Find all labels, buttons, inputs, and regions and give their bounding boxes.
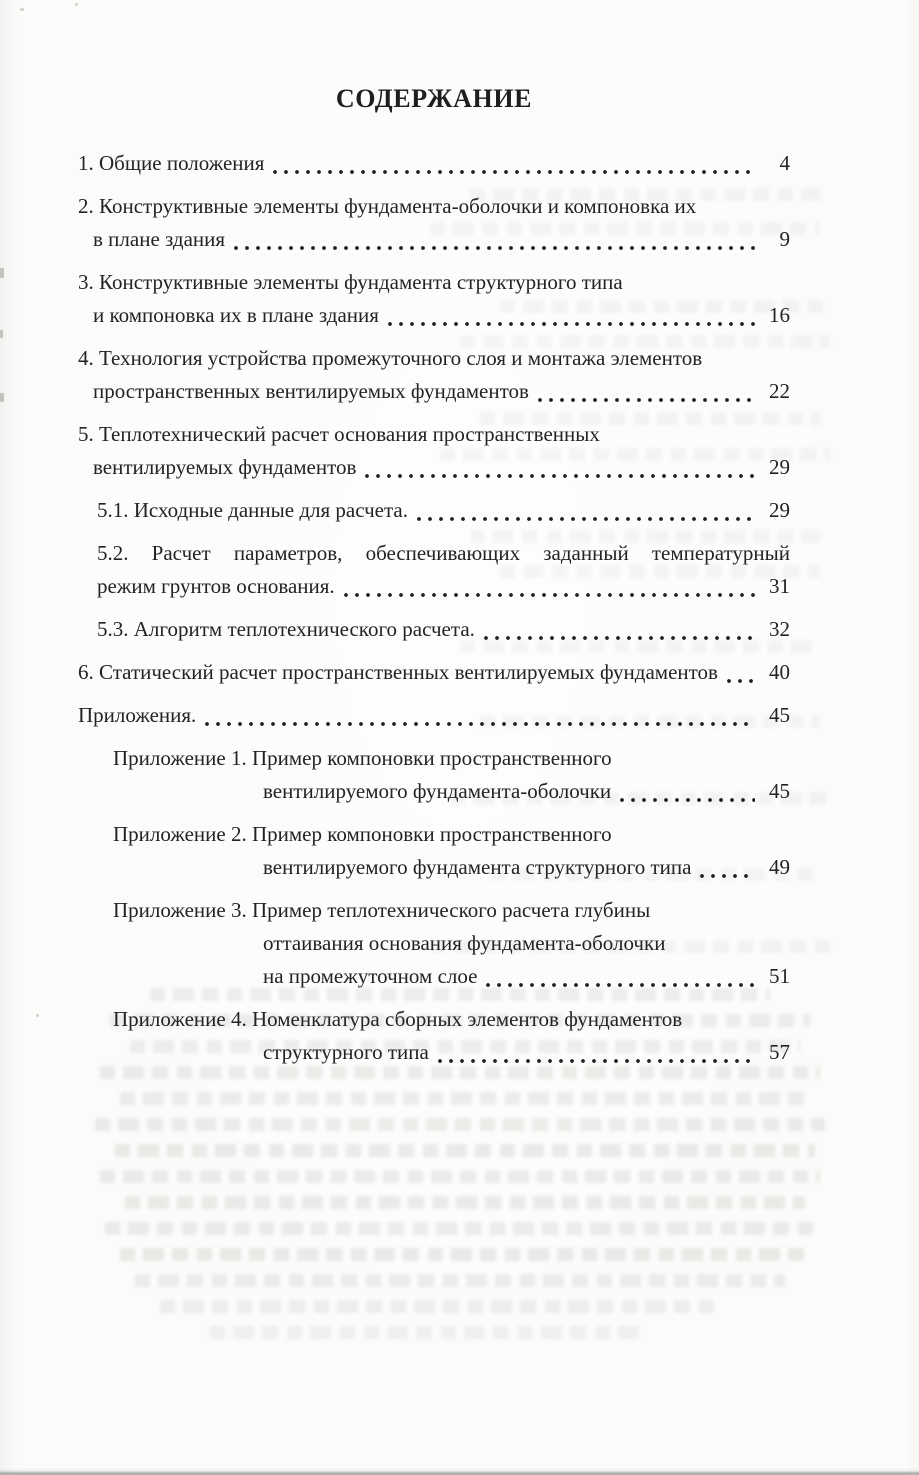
- table-of-contents: [78, 147, 790, 1079]
- toc-entry-text: вентилируемого фундамента структурного типа: [263, 855, 692, 879]
- dot-leader: [356, 451, 764, 484]
- toc-line: [78, 537, 790, 570]
- toc-entry: [78, 418, 790, 484]
- page-number: 31: [769, 574, 790, 598]
- scan-bottom-edge: [0, 1468, 919, 1475]
- toc-entry: [78, 613, 790, 646]
- toc-entry: [78, 147, 790, 180]
- toc-entry: [78, 656, 790, 689]
- dot-leader: [477, 960, 764, 993]
- toc-line: [78, 656, 790, 689]
- toc-line: [78, 418, 790, 451]
- ghost-text-line: [120, 1092, 810, 1105]
- toc-entry: [78, 1003, 790, 1069]
- toc-entry: [78, 818, 790, 884]
- page-number: 32: [769, 617, 790, 641]
- page-number: 51: [769, 964, 790, 988]
- page-number: 22: [769, 379, 790, 403]
- page-number: 49: [769, 855, 790, 879]
- toc-line: [78, 570, 790, 603]
- toc-entry-text: 4. Технология устройства промежуточного слоя и монтажа элементов: [78, 346, 703, 370]
- toc-entry-text: пространственных вентилируемых фундаментов: [93, 379, 529, 403]
- dot-leader: [196, 699, 764, 732]
- toc-line: [78, 342, 790, 375]
- toc-line: [78, 818, 790, 851]
- page-number: 40: [769, 660, 790, 684]
- dot-leader: [429, 1036, 764, 1069]
- dot-leader: [408, 494, 764, 527]
- dot-leader: [611, 775, 764, 808]
- toc-line: [78, 1003, 790, 1036]
- ghost-text-line: [105, 1222, 820, 1235]
- page-number: 29: [769, 455, 790, 479]
- ghost-text-line: [135, 1274, 785, 1287]
- toc-entry-text: режим грунтов основания.: [97, 574, 335, 598]
- toc-entry-text: 1. Общие положения: [78, 151, 265, 175]
- page-number: 29: [769, 498, 790, 522]
- dot-leader: [335, 570, 764, 603]
- toc-line: [78, 960, 790, 993]
- toc-entry: [78, 894, 790, 993]
- toc-entry-text: 6. Статический расчет пространственных вентилируемых фундаментов: [78, 660, 718, 684]
- toc-line: [78, 147, 790, 180]
- ghost-text-line: [125, 1196, 805, 1209]
- toc-entry-text: вентилируемых фундаментов: [93, 455, 357, 479]
- toc-entry-text: 5.3. Алгоритм теплотехнического расчета.: [97, 617, 475, 641]
- dot-leader: [529, 375, 764, 408]
- toc-line: [78, 775, 790, 808]
- toc-entry-text: Приложение 2. Пример компоновки пространственного: [113, 822, 612, 846]
- scan-speck: [36, 1014, 39, 1017]
- scan-speck: [20, 8, 24, 11]
- toc-entry: [78, 266, 790, 332]
- toc-entry: [78, 537, 790, 603]
- scan-edge-mark: [0, 330, 3, 338]
- toc-line: [78, 375, 790, 408]
- toc-entry-text: Приложение 1. Пример компоновки пространственного: [113, 746, 612, 770]
- toc-entry: [78, 342, 790, 408]
- scan-edge-mark: [0, 393, 4, 402]
- toc-line: [78, 190, 790, 223]
- toc-line: [78, 851, 790, 884]
- scan-speck: [75, 3, 78, 6]
- dot-leader: [691, 851, 764, 884]
- page-number: 16: [769, 303, 790, 327]
- page-title: СОДЕРЖАНИЕ: [335, 84, 533, 113]
- toc-line: [78, 223, 790, 256]
- toc-entry-text: 5.1. Исходные данные для расчета.: [97, 498, 409, 522]
- toc-entry-text: 5. Теплотехнический расчет основания пространственных: [78, 422, 600, 446]
- ghost-text-line: [95, 1118, 825, 1131]
- toc-entry-text: 3. Конструктивные элементы фундамента структурного типа: [78, 270, 623, 294]
- toc-line: [78, 927, 790, 960]
- page-number: 45: [769, 703, 790, 727]
- toc-entry-text: на промежуточном слое: [263, 964, 478, 988]
- toc-line: [78, 299, 790, 332]
- toc-entry-text: Приложение 4. Номенклатура сборных элементов фундаментов: [113, 1007, 683, 1031]
- page-number: 9: [779, 227, 790, 251]
- toc-line: [78, 1036, 790, 1069]
- toc-line: [78, 742, 790, 775]
- page-number: 57: [769, 1040, 790, 1064]
- toc-line: [78, 494, 790, 527]
- dot-leader: [264, 147, 764, 180]
- toc-line: [78, 266, 790, 299]
- toc-entry: [78, 494, 790, 527]
- toc-entry-text: оттаивания основания фундамента-оболочки: [263, 931, 666, 955]
- dot-leader: [718, 656, 764, 689]
- page-number: 45: [769, 779, 790, 803]
- ghost-text-line: [120, 1248, 810, 1261]
- dot-leader: [379, 299, 764, 332]
- ghost-text-line: [100, 1170, 820, 1183]
- toc-line: [78, 699, 790, 732]
- toc-entry-text: Приложение 3. Пример теплотехнического расчета глубины: [113, 898, 651, 922]
- toc-entry-text: структурного типа: [263, 1040, 429, 1064]
- toc-entry-text: в плане здания: [93, 227, 226, 251]
- scan-edge-mark: [0, 268, 4, 278]
- toc-entry-text: вентилируемого фундамента-оболочки: [263, 779, 612, 803]
- toc-line: [78, 451, 790, 484]
- toc-entry: [78, 190, 790, 256]
- ghost-text-line: [115, 1144, 815, 1157]
- toc-entry: [78, 699, 790, 732]
- page-number: 4: [779, 151, 790, 175]
- dot-leader: [475, 613, 764, 646]
- toc-line: [78, 894, 790, 927]
- toc-entry: [78, 742, 790, 808]
- dot-leader: [225, 223, 764, 256]
- toc-entry-text: 2. Конструктивные элементы фундамента-оболочки и компоновка их: [78, 194, 697, 218]
- toc-entry-text: и компоновка их в плане здания: [93, 303, 379, 327]
- ghost-text-line: [160, 1300, 720, 1313]
- toc-line: [78, 613, 790, 646]
- toc-entry-text: Приложения.: [78, 703, 197, 727]
- toc-entry-text: 5.2. Расчет параметров, обеспечивающих заданный температурный: [97, 541, 790, 565]
- ghost-text-line: [210, 1326, 640, 1339]
